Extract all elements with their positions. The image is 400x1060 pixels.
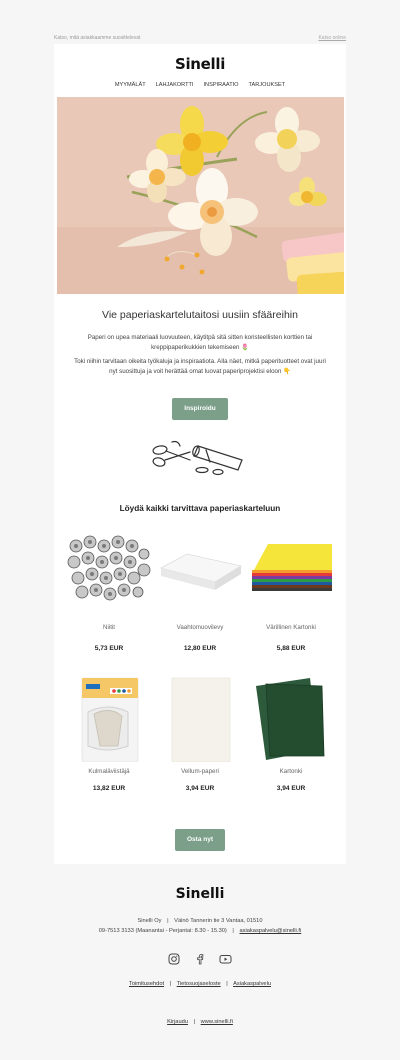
buy-now-button[interactable]: Osta nyt: [175, 829, 225, 851]
product-price: 13,82 EUR: [92, 785, 126, 792]
youtube-icon[interactable]: [219, 952, 232, 970]
separator: |: [193, 1019, 196, 1025]
headline: Vie paperiaskartelutaitosi uusiin sfääreihin: [102, 309, 298, 321]
footer-logo[interactable]: Sinelli: [175, 886, 225, 902]
product-card-corner-punch[interactable]: [64, 676, 154, 792]
product-name[interactable]: Vaahtomuovilevy: [176, 624, 224, 631]
product-price: 3,94 EUR: [185, 785, 215, 792]
footer-links: [0, 981, 400, 987]
link-website[interactable]: www.sinelli.fi: [200, 1019, 233, 1025]
link-login[interactable]: Kirjaudu: [167, 1019, 188, 1025]
instagram-icon[interactable]: [168, 952, 180, 970]
product-price: 5,73 EUR: [94, 645, 124, 652]
product-card-vellum[interactable]: [155, 676, 245, 792]
product-name[interactable]: Kartonki: [279, 768, 303, 775]
inspire-button[interactable]: Inspiroidu: [172, 398, 228, 420]
view-online-link[interactable]: Katso online: [318, 35, 346, 41]
facebook-icon[interactable]: [194, 952, 206, 970]
product-card-foam[interactable]: [155, 532, 245, 652]
intro-paragraph: Paperi on upea materiaali luovuuteen, käytitpä sitä sitten koristeellisten korttien tai kreppipaperikukkien tekemiseen 🌷: [87, 334, 313, 351]
product-card-colored-cardboard[interactable]: [246, 532, 336, 652]
nav-item-stores[interactable]: MYYMÄLÄT: [114, 82, 146, 88]
nav-item-inspiration[interactable]: INSPIRAATIO: [203, 82, 239, 88]
preheader-text: Katso, mitä asiakkaamme suosittelevat: [54, 35, 141, 41]
separator: |: [232, 928, 234, 934]
link-privacy[interactable]: Tietosuojaseloste: [176, 981, 221, 987]
body-paragraph: Toki niihin tarvitaan oikeita työkaluja ja inspiraatiota. Alla näet, mitkä paperituotteet ovat juuri nyt suosittuja ja voit herättää omat luovat paperiprojektisi eloon 👇: [74, 358, 326, 375]
nav-item-offers[interactable]: TARJOUKSET: [248, 82, 286, 88]
product-name[interactable]: Niitit: [102, 624, 116, 631]
product-card-rivets[interactable]: [64, 532, 154, 652]
separator: |: [169, 981, 172, 987]
company-email-link[interactable]: asiakaspalvelu@sinelli.fi: [239, 928, 302, 934]
social-icons: [168, 952, 232, 970]
brand-logo[interactable]: Sinelli: [174, 55, 226, 73]
tools-illustration: [150, 438, 250, 478]
link-support[interactable]: Asiakaspalvelu: [233, 981, 272, 987]
top-nav: [54, 82, 346, 88]
company-phone: 09-7513 3133 (Maanantai - Perjantai: 8.30 - 15.30): [98, 928, 227, 934]
product-price: 5,88 EUR: [276, 645, 306, 652]
product-name[interactable]: Värillinen Kartonki: [266, 624, 316, 631]
hero-image[interactable]: [57, 97, 344, 294]
colored-cardboard-image[interactable]: [248, 532, 334, 612]
foam-sheet-image[interactable]: [157, 532, 243, 612]
section-title: Löydä kaikki tarvittava paperiaskarteluun: [119, 504, 281, 513]
footer-bottom-links: [0, 1019, 400, 1025]
product-name[interactable]: Kulmaläviistäjä: [88, 768, 130, 775]
separator: |: [167, 918, 169, 924]
product-card-cardboard[interactable]: [246, 676, 336, 792]
corner-punch-image[interactable]: [66, 676, 152, 762]
preheader: [54, 35, 346, 41]
product-price: 3,94 EUR: [276, 785, 306, 792]
footer-address: [0, 918, 400, 924]
rivets-image[interactable]: [66, 532, 152, 612]
separator: |: [226, 981, 228, 987]
product-name[interactable]: Vellum-paperi: [181, 768, 219, 775]
product-price: 12,80 EUR: [183, 645, 217, 652]
footer-contact: [0, 928, 400, 934]
nav-item-giftcard[interactable]: LAHJAKORTTI: [155, 82, 194, 88]
green-cardboard-image[interactable]: [248, 676, 334, 762]
company-name: Sinelli Oy: [137, 918, 162, 924]
link-terms[interactable]: Toimitusehdot: [128, 981, 165, 987]
company-address: Väinö Tannerin tie 3 Vantaa, 01510: [174, 918, 263, 924]
vellum-paper-image[interactable]: [157, 676, 243, 762]
